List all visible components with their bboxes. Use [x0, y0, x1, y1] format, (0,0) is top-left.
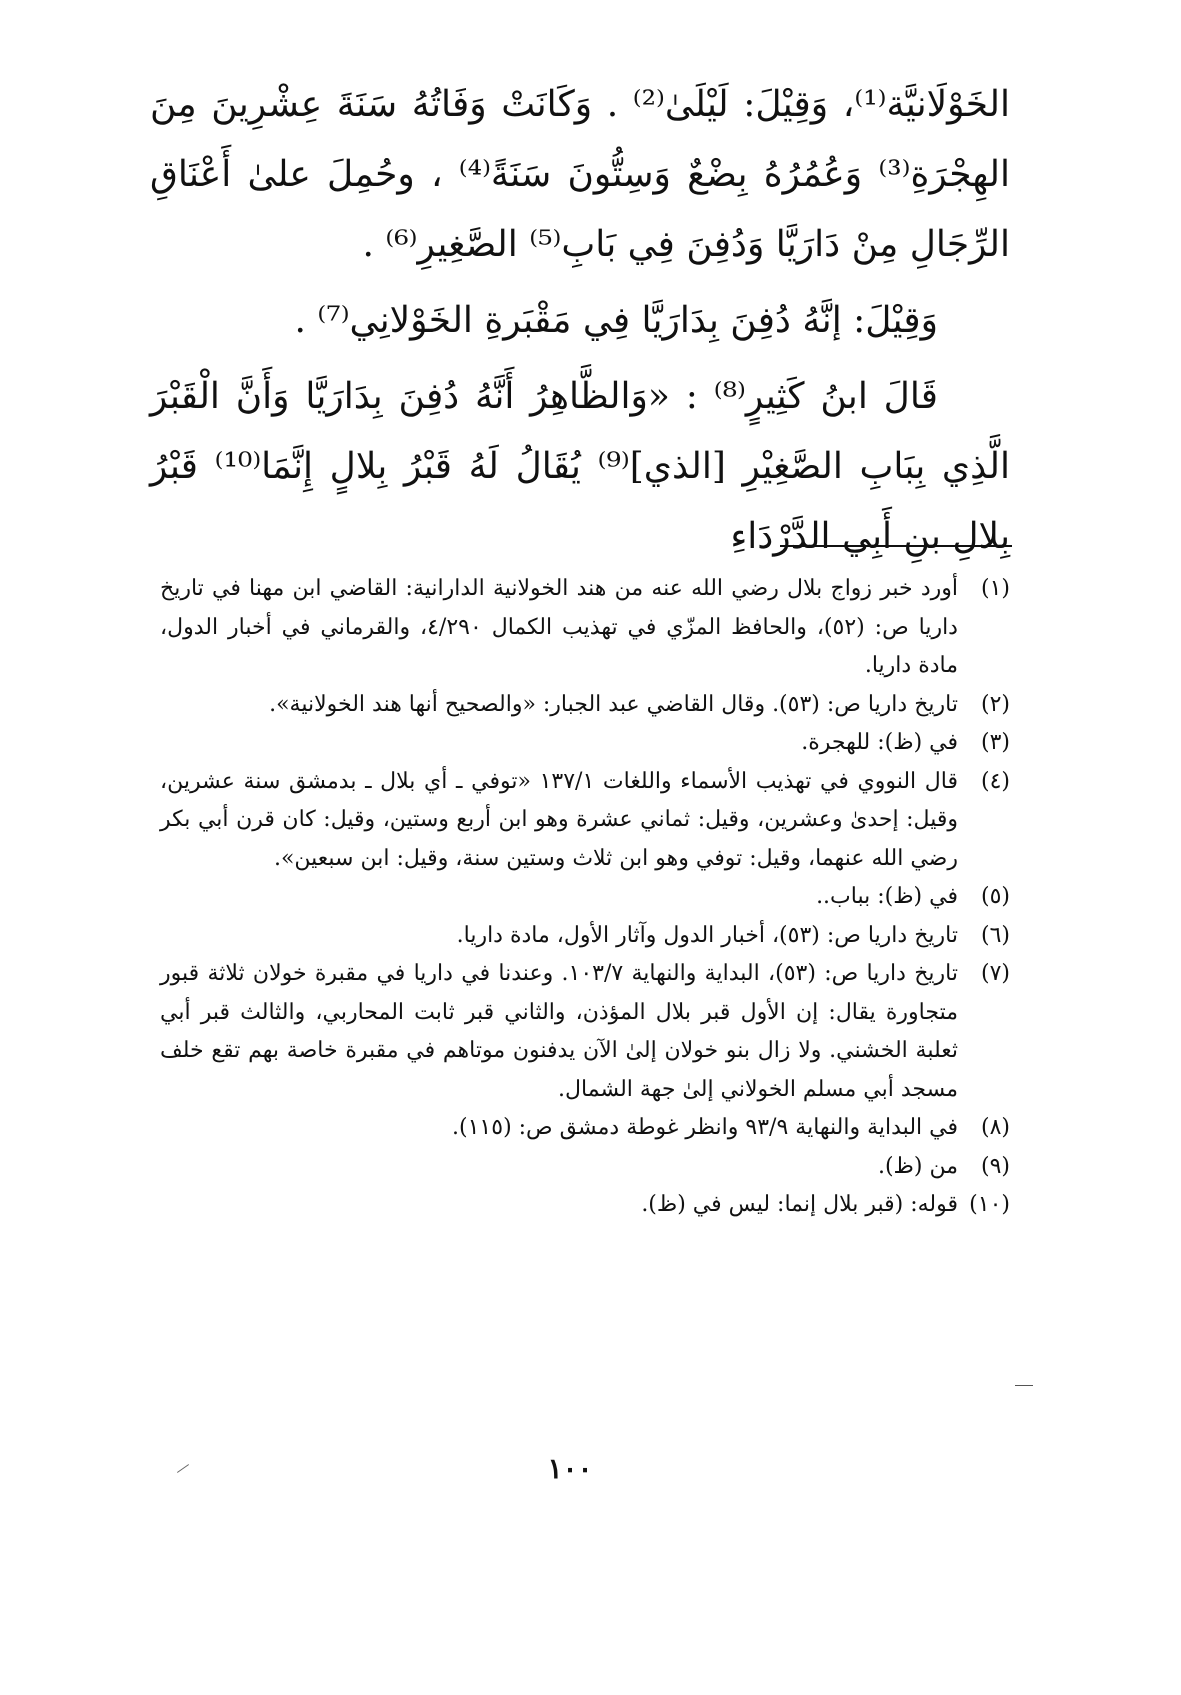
footnote-2 [160, 686, 1010, 725]
footnote-number: (٩) [980, 1153, 1010, 1179]
footnote-text: تاريخ داريا ص: (٥٣)، البداية والنهاية ١٠٣/٧. وعندنا في داريا في مقبرة خولان ثلاثة قبور متجاورة يقال: إن الأول قبر بلال المؤذن، والثاني قبر ثابت المحاربي، والثالث قبر أبي ثعلبة الخشني. ولا زال بنو خولان إلىٰ الآن يدفنون موتاهم في مقبرة خاصة بهم تقع خلف مسجد أبي مسلم الخولاني إلىٰ جهة الشمال. [160, 961, 959, 1102]
main-paragraph-3: قَالَ ابنُ كَثِيرٍ⁽⁸⁾ : «وَالظَّاهِرُ أَنَّهُ دُفِنَ بِدَارَيَّا وَأَنَّ الْقَبْرَ الَّذِي بِبَابِ الصَّغِيْرِ [الذي]⁽⁹⁾ يُقَالُ لَهُ قَبْرُ بِلالٍ إِنَّمَا⁽¹⁰⁾ قَبْرُ بِلالِ بنِ أَبِي الدَّرْدَاءِ [150, 376, 1010, 557]
footnote-8 [160, 1109, 1010, 1148]
footnote-text: قوله: (قبر بلال إنما: ليس في (ظ). [641, 1192, 958, 1217]
footnote-1 [160, 570, 1010, 686]
footnote-text: قال النووي في تهذيب الأسماء واللغات ١٣٧/١ «توفي ـ أي بلال ـ بدمشق سنة عشرين، وقيل: إحدىٰ وعشرين، وقيل: ثماني عشرة وهو ابن أربع وستين، وقيل: كان قرن أبي بكر رضي الله عنهما، وقيل: توفي وهو ابن ثلاث وستين سنة، وقيل: ابن سبعين». [160, 768, 958, 871]
footnote-text: في البداية والنهاية ٩٣/٩ وانظر غوطة دمشق ص: (١١٥). [452, 1115, 958, 1140]
scan-stray-mark [177, 1464, 189, 1473]
footnote-text: تاريخ داريا ص: (٥٣)، أخبار الدول وآثار الأول، مادة داريا. [456, 922, 958, 948]
footnote-5 [160, 878, 1010, 917]
footnote-number: (٣) [980, 730, 1010, 755]
footnote-number: (٥) [980, 884, 1010, 909]
footnote-6 [160, 917, 1010, 956]
footnote-10 [160, 1186, 1010, 1225]
footnote-9 [160, 1148, 1010, 1187]
page-number: ١٠٠ [547, 1452, 593, 1485]
main-paragraph-1: الخَوْلَانيَّة⁽¹⁾، وَقِيْلَ: لَيْلَىٰ⁽²⁾ . وَكَانَتْ وَفَاتُهُ سَنَةَ عِشْرِينَ مِنَ الهِجْرَةِ⁽³⁾ وَعُمُرُهُ بِضْعٌ وَسِتُّونَ سَنَةً⁽⁴⁾ ، وحُمِلَ علىٰ أَعْنَاقِ الرِّجَالِ مِنْ دَارَيَّا وَدُفِنَ فِي بَابِ⁽⁵⁾ الصَّغِيرِ⁽⁶⁾ . [150, 84, 1010, 265]
footnote-7 [160, 955, 1010, 1109]
footnote-text: من (ظ). [877, 1153, 958, 1179]
footnote-text: في (ظ): للهجرة. [801, 730, 958, 755]
footnote-text: في (ظ): بباب.. [816, 884, 958, 909]
footnote-text: تاريخ داريا ص: (٥٣). وقال القاضي عبد الجبار: «والصحيح أنها هند الخولانية». [269, 691, 958, 717]
footnote-number: (٢) [980, 691, 1010, 717]
footnote-number: (٨) [980, 1115, 1010, 1140]
footnote-number: (٤) [980, 768, 1010, 794]
footnote-3 [160, 724, 1010, 763]
main-text-block [150, 70, 1010, 572]
main-paragraph-2: وَقِيْلَ: إنَّهُ دُفِنَ بِدَارَيَّا فِي مَقْبَرةِ الخَوْلانِي⁽⁷⁾ . [294, 300, 938, 341]
footnotes-block [160, 570, 1010, 1225]
footnote-number: (١٠) [969, 1192, 1010, 1217]
footnote-4 [160, 763, 1010, 879]
footnote-number: (١) [980, 576, 1010, 601]
footnote-number: (٦) [980, 922, 1010, 948]
footnote-number: (٧) [980, 961, 1010, 986]
footnote-text: أورد خبر زواج بلال رضي الله عنه من هند الخولانية الدارانية: القاضي ابن مهنا في تاريخ داريا ص: (٥٢)، والحافظ المزّي في تهذيب الكمال ٤/٢٩٠، والقرماني في أخبار الدول، مادة داريا. [160, 576, 958, 678]
footnote-divider [780, 545, 1012, 547]
scan-edge-mark [1015, 1385, 1033, 1386]
